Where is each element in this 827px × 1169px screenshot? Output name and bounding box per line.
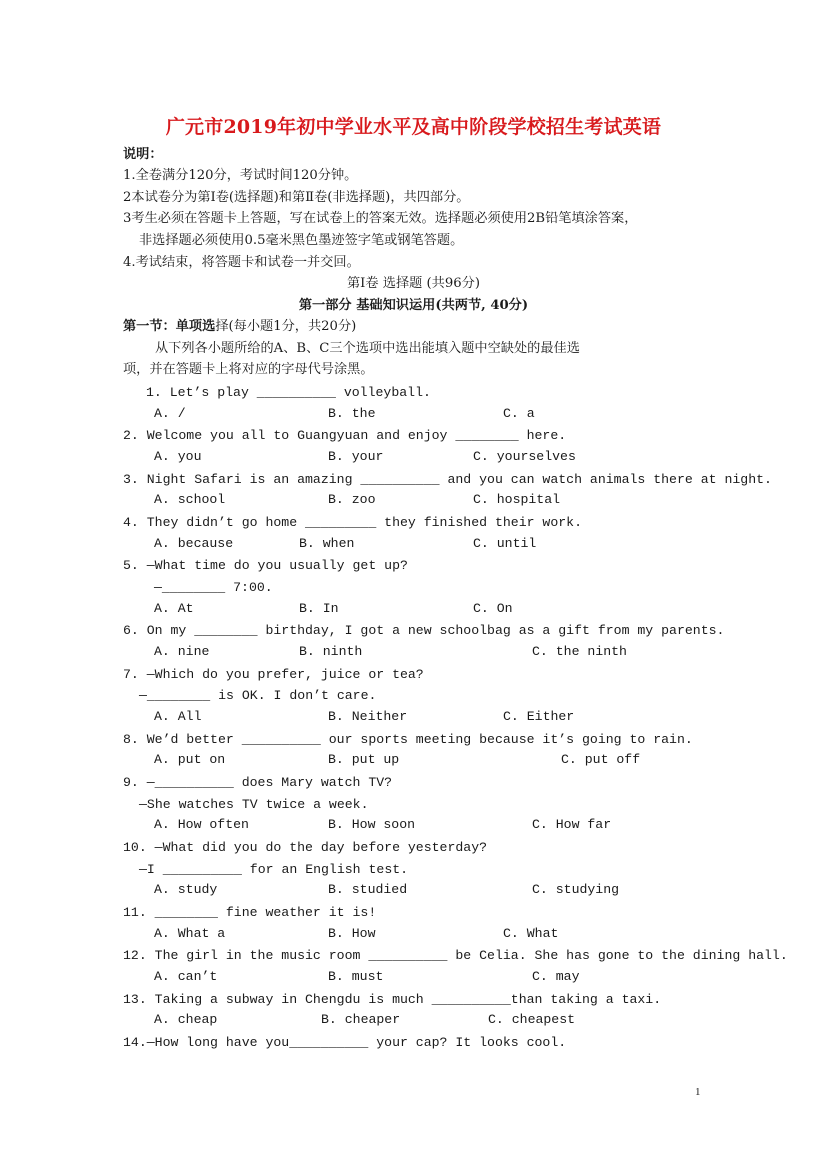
answer-option: B. ninth	[299, 644, 363, 659]
section-direction: 项，并在答题卡上将对应的字母代号涂黑。	[123, 362, 374, 377]
answer-option: A. cheap	[154, 1012, 218, 1027]
answer-option: A. /	[154, 406, 186, 421]
question-stem: 6. On my ________ birthday, I got a new schoolbag as a gift from my parents.	[123, 623, 725, 638]
answer-option: B. the	[328, 406, 376, 421]
page-number: 1	[695, 1086, 701, 1098]
answer-option: C. studying	[532, 882, 620, 897]
answer-option: C. hospital	[473, 492, 561, 507]
section-heading-rest: 择(每小题1分，共20分)	[215, 319, 357, 334]
answer-option: B. your	[328, 449, 384, 464]
answer-option: A. At	[154, 601, 194, 616]
answer-option: B. when	[299, 536, 355, 551]
question-stem: —She watches TV twice a week.	[139, 797, 369, 812]
answer-option: A. you	[154, 449, 202, 464]
question-stem: —________ 7:00.	[154, 580, 273, 595]
question-stem: 5. —What time do you usually get up?	[123, 558, 408, 573]
question-stem: —________ is OK. I don’t care.	[139, 688, 377, 703]
answer-option: C. may	[532, 969, 580, 984]
answer-option: A. All	[154, 709, 202, 724]
answer-option: B. zoo	[328, 492, 376, 507]
answer-option: C. How far	[532, 817, 612, 832]
answer-option: C. put off	[561, 752, 641, 767]
answer-option: B. In	[299, 601, 339, 616]
question-stem: 7. —Which do you prefer, juice or tea?	[123, 667, 424, 682]
answer-option: B. cheaper	[321, 1012, 401, 1027]
question-stem: 9. —__________ does Mary watch TV?	[123, 775, 393, 790]
section-heading-bold: 第一节：单项选	[123, 319, 216, 334]
answer-option: A. nine	[154, 644, 210, 659]
answer-option: B. studied	[328, 882, 408, 897]
question-stem: —I __________ for an English test.	[139, 862, 409, 877]
answer-option: B. Neither	[328, 709, 408, 724]
answer-option: A. What a	[154, 926, 226, 941]
page-title: 广元市2019年初中学业水平及高中阶段学校招生考试英语	[165, 116, 662, 138]
question-stem: 12. The girl in the music room __________ be Celia. She has gone to the dining hall.	[123, 948, 788, 963]
question-stem: 1. Let’s play __________ volleyball.	[146, 385, 431, 400]
instruction-item: 2本试卷分为第Ⅰ卷(选择题)和第Ⅱ卷(非选择题)，共四部分。	[123, 190, 470, 205]
answer-option: B. must	[328, 969, 384, 984]
question-stem: 10. —What did you do the day before yesterday?	[123, 840, 488, 855]
answer-option: B. How soon	[328, 817, 416, 832]
answer-option: C. a	[503, 406, 535, 421]
instruction-item: 3考生必须在答题卡上答题，写在试卷上的答案无效。选择题必须使用2B铅笔填涂答案，	[123, 211, 638, 226]
answer-option: C. Either	[503, 709, 575, 724]
answer-option: C. cheapest	[488, 1012, 576, 1027]
instruction-item: 4.考试结束，将答题卡和试卷一并交回。	[123, 255, 360, 270]
answer-option: C. until	[473, 536, 537, 551]
answer-option: C. On	[473, 601, 513, 616]
section-direction: 从下列各小题所给的A、B、C三个选项中选出能填入题中空缺处的最佳选	[155, 341, 580, 356]
section-heading	[123, 318, 356, 336]
part-title: 第一部分 基础知识运用(共两节, 40分)	[298, 298, 529, 313]
question-stem: 11. ________ fine weather it is!	[123, 905, 377, 920]
answer-option: A. school	[154, 492, 226, 507]
question-stem: 13. Taking a subway in Chengdu is much __________than taking a taxi.	[123, 992, 662, 1007]
answer-option: B. put up	[328, 752, 400, 767]
question-stem: 3. Night Safari is an amazing __________ and you can watch animals there at night.	[123, 472, 772, 487]
answer-option: A. How often	[154, 817, 249, 832]
instruction-item: 非选择题必须使用0.5毫米黑色墨迹签字笔或钢笔答题。	[139, 233, 464, 248]
instructions-heading: 说明：	[123, 147, 163, 162]
answer-option: B. How	[328, 926, 376, 941]
question-stem: 4. They didn’t go home _________ they finished their work.	[123, 515, 582, 530]
answer-option: A. because	[154, 536, 234, 551]
answer-option: C. What	[503, 926, 559, 941]
answer-option: C. the ninth	[532, 644, 627, 659]
answer-option: A. put on	[154, 752, 226, 767]
answer-option: A. can’t	[154, 969, 218, 984]
question-stem: 2. Welcome you all to Guangyuan and enjoy ________ here.	[123, 428, 567, 443]
answer-option: A. study	[154, 882, 218, 897]
instruction-item: 1.全卷满分120分，考试时间120分钟。	[123, 168, 358, 183]
question-stem: 14.—How long have you__________ your cap? It looks cool.	[123, 1035, 567, 1050]
question-stem: 8. We’d better __________ our sports meeting because it’s going to rain.	[123, 732, 693, 747]
answer-option: C. yourselves	[473, 449, 576, 464]
volume-title: 第Ⅰ卷 选择题 (共96分)	[347, 276, 480, 291]
